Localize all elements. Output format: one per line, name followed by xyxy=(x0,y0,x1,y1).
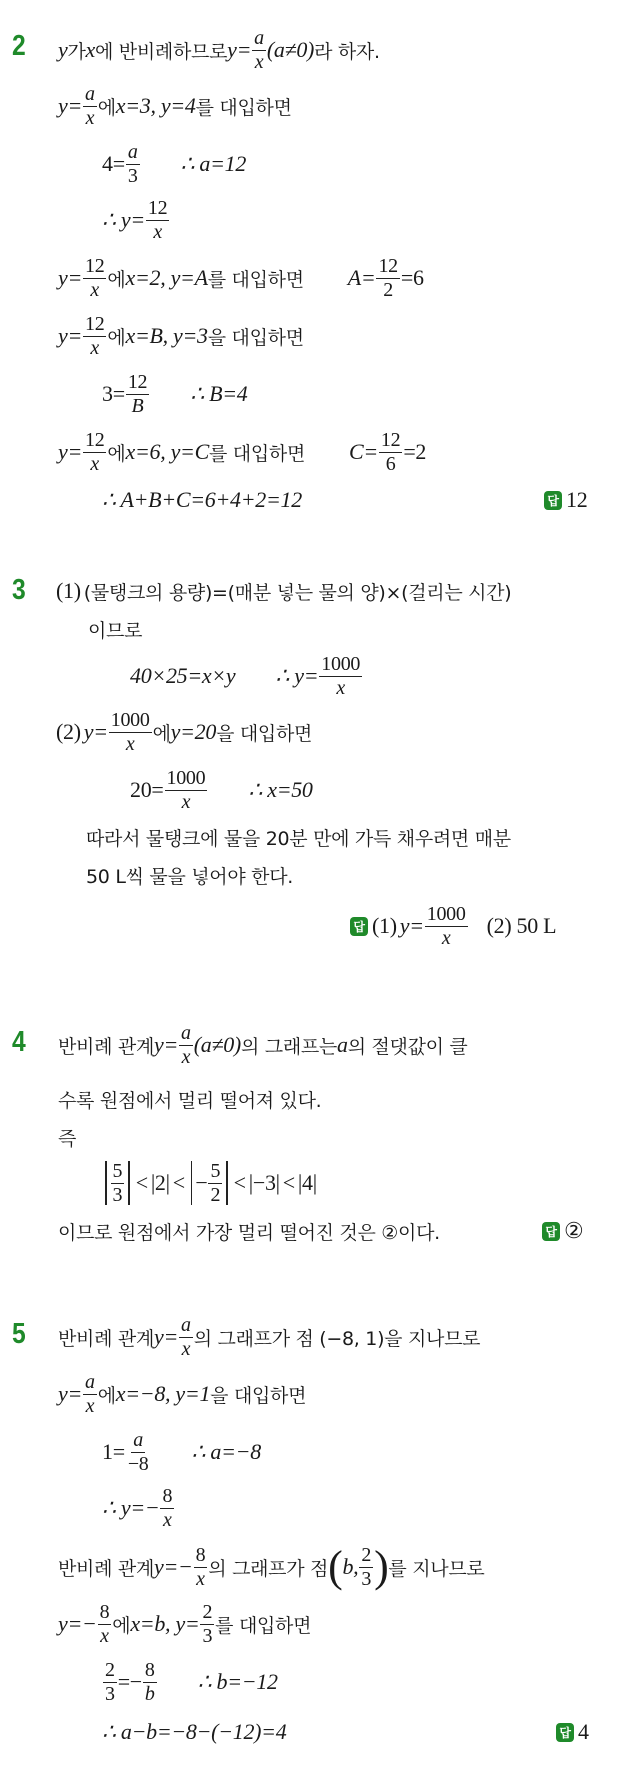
math-text: x xyxy=(85,37,95,62)
math-text: ∴ a=−8 xyxy=(191,1439,261,1464)
fraction xyxy=(179,1315,193,1360)
fraction-numerator: 1000 xyxy=(110,708,150,731)
fraction xyxy=(200,1602,214,1647)
fraction xyxy=(376,256,399,301)
fraction-denominator: x xyxy=(441,926,451,949)
fraction-numerator: 12 xyxy=(85,254,105,277)
korean-text: (물탱크의 용량)=(매분 넣는 물의 양)×(걸리는 시간) xyxy=(83,581,512,604)
math-text: y=20 xyxy=(170,719,217,744)
fraction-denominator: x xyxy=(85,1394,95,1417)
solution-line xyxy=(58,1312,480,1362)
math-text: y= xyxy=(154,1032,179,1057)
math-text: ∴ y= xyxy=(102,207,145,232)
fraction-numerator: 2 xyxy=(202,1600,213,1623)
fraction xyxy=(160,1486,174,1531)
large-parenthesis: ( xyxy=(328,1542,343,1591)
math-text: =− xyxy=(117,1669,142,1694)
solution-line xyxy=(58,1020,468,1070)
solution-line xyxy=(102,370,248,418)
math-text: y= xyxy=(227,37,252,62)
korean-text: 을 대입하면 xyxy=(207,326,304,349)
fraction-numerator: 8 xyxy=(144,1658,155,1681)
math-text: ∴ a−b=−8−(−12)=4 xyxy=(102,1719,287,1744)
korean-text: 가 xyxy=(67,40,86,63)
problem-number: 3 xyxy=(12,574,26,606)
math-text: (a≠0) xyxy=(193,1032,241,1057)
fraction-numerator: a xyxy=(254,26,264,49)
math-text: (1) xyxy=(372,913,397,938)
fraction xyxy=(165,768,208,813)
answer-value: 4 xyxy=(578,1719,589,1744)
korean-text: 의 그래프가 점 xyxy=(208,1557,329,1580)
fraction xyxy=(143,1660,157,1705)
fraction-numerator: 12 xyxy=(127,370,148,393)
math-text: y= xyxy=(154,1324,179,1349)
fraction-denominator: x xyxy=(163,1508,172,1531)
fraction xyxy=(425,904,468,949)
solution-line xyxy=(58,1370,306,1418)
answer-badge-icon: 답 xyxy=(544,491,562,510)
math-text: x=b, y= xyxy=(130,1611,200,1636)
math-text: (2) xyxy=(56,719,81,744)
fraction xyxy=(146,198,169,243)
fraction-denominator: x xyxy=(181,1337,191,1360)
fraction-numerator: 12 xyxy=(378,254,398,277)
math-text: |−3| xyxy=(248,1170,280,1195)
korean-text: 에 xyxy=(97,96,116,119)
fraction xyxy=(83,1372,97,1417)
fraction-denominator: x xyxy=(90,336,99,359)
fraction xyxy=(319,654,362,699)
fraction-denominator: x xyxy=(336,676,345,699)
answer xyxy=(542,1214,583,1248)
solution-line xyxy=(130,766,313,814)
solution-line xyxy=(102,1658,278,1706)
fraction-numerator: 8 xyxy=(195,1543,206,1566)
solution-line xyxy=(58,1120,76,1154)
math-text: |2| xyxy=(150,1170,170,1195)
math-text: ∴ x=50 xyxy=(248,777,313,802)
answer xyxy=(544,484,587,516)
fraction-denominator: x xyxy=(90,278,99,301)
korean-text: 에 xyxy=(107,326,126,349)
math-text: − xyxy=(195,1170,208,1195)
fraction-denominator: x xyxy=(125,732,135,755)
math-text: x=2, y=A xyxy=(125,265,208,290)
fraction-denominator: 6 xyxy=(385,452,396,475)
korean-text: 에 반비례하므로 xyxy=(95,40,228,63)
fraction-numerator: a xyxy=(85,1370,95,1393)
solution-line xyxy=(58,26,380,74)
solution-line xyxy=(58,82,292,130)
solution-line xyxy=(102,484,302,516)
fraction-numerator: 8 xyxy=(162,1484,173,1507)
fraction-denominator: 2 xyxy=(383,278,393,301)
fraction-denominator: 3 xyxy=(112,1183,123,1206)
math-text: 40×25=x×y xyxy=(130,663,236,688)
fraction-denominator: 3 xyxy=(202,1624,213,1647)
fraction-denominator: b xyxy=(144,1682,155,1705)
fraction-numerator: 12 xyxy=(85,312,105,335)
math-text: (1) xyxy=(56,578,81,603)
korean-text: 의 그래프가 점 (−8, 1)을 지나므로 xyxy=(193,1327,481,1350)
math-text: 20= xyxy=(130,777,164,802)
korean-text: 이므로 xyxy=(88,619,143,642)
math-text: 3= xyxy=(102,381,125,406)
problem-number: 4 xyxy=(12,1026,26,1058)
fraction-numerator: 8 xyxy=(99,1600,110,1623)
fraction xyxy=(111,1161,125,1206)
korean-text: 을 대입하면 xyxy=(210,1384,307,1407)
fraction-denominator: x xyxy=(181,790,191,813)
answer-badge-icon: 답 xyxy=(350,917,368,936)
solution-line xyxy=(56,708,312,756)
solution-line xyxy=(58,1214,440,1248)
fraction-numerator: 5 xyxy=(210,1159,221,1182)
fraction xyxy=(359,1545,373,1590)
math-text: x=6, y=C xyxy=(125,439,209,464)
fraction-numerator: 12 xyxy=(85,428,105,451)
fraction xyxy=(379,430,402,475)
korean-text: 즉 xyxy=(58,1127,77,1150)
math-text: A= xyxy=(347,265,376,290)
korean-text: 에 xyxy=(112,1614,131,1637)
fraction-denominator: x xyxy=(85,106,95,129)
solution-line xyxy=(58,428,426,476)
math-text: b, xyxy=(342,1554,359,1579)
fraction xyxy=(83,84,97,129)
fraction-numerator: 12 xyxy=(380,428,401,451)
problem-number: 2 xyxy=(12,30,26,62)
korean-text: 반비례 관계 xyxy=(58,1327,155,1350)
solution-line xyxy=(102,140,246,188)
absolute-value-bar xyxy=(105,1161,107,1205)
fraction-denominator: x xyxy=(181,1045,191,1068)
solution-line xyxy=(86,820,511,854)
answer-value: 12 xyxy=(566,487,588,512)
fraction-numerator: 2 xyxy=(105,1658,115,1681)
fraction xyxy=(109,710,152,755)
korean-text: 반비례 관계 xyxy=(58,1035,155,1058)
math-text: y=− xyxy=(58,1611,97,1636)
math-text: x=−8, y=1 xyxy=(115,1381,211,1406)
korean-text: 를 대입하면 xyxy=(195,96,292,119)
solution-line xyxy=(88,612,142,646)
math-text: y= xyxy=(58,265,83,290)
math-text: =2 xyxy=(403,439,427,464)
answer xyxy=(350,902,556,950)
fraction-numerator: a xyxy=(85,82,95,105)
fraction xyxy=(83,256,106,301)
math-text: y= xyxy=(399,913,424,938)
fraction-denominator: x xyxy=(254,50,264,73)
fraction-denominator: 3 xyxy=(361,1567,372,1590)
fraction-numerator: 1000 xyxy=(321,652,361,675)
korean-text: 을 대입하면 xyxy=(216,722,313,745)
fraction-denominator: x xyxy=(90,452,99,475)
math-text: y xyxy=(58,37,68,62)
solution-line xyxy=(102,1484,175,1532)
math-text: 1= xyxy=(102,1439,125,1464)
fraction-denominator: x xyxy=(196,1567,205,1590)
solution-line xyxy=(58,254,424,302)
fraction xyxy=(252,28,266,73)
absolute-value-bar xyxy=(128,1161,130,1205)
fraction-numerator: a xyxy=(127,140,138,163)
fraction-denominator: 3 xyxy=(105,1682,115,1705)
korean-text: 를 지나므로 xyxy=(388,1557,485,1580)
solution-line xyxy=(102,1158,317,1208)
korean-text: 수록 원점에서 멀리 떨어져 있다. xyxy=(58,1089,322,1112)
fraction-denominator: 2 xyxy=(210,1183,221,1206)
math-text: ∴ y= xyxy=(275,663,319,688)
fraction xyxy=(194,1545,208,1590)
problem-number: 5 xyxy=(12,1318,26,1350)
math-text: y= xyxy=(58,323,83,348)
fraction-denominator: x xyxy=(100,1624,109,1647)
fraction-denominator: x xyxy=(153,220,162,243)
math-text: y= xyxy=(58,439,83,464)
solution-line xyxy=(130,652,363,700)
large-parenthesis: ) xyxy=(374,1542,389,1591)
math-text: y= xyxy=(83,719,108,744)
math-text: ∴ A+B+C=6+4+2=12 xyxy=(102,487,302,512)
answer xyxy=(556,1716,589,1748)
fraction-numerator: 5 xyxy=(112,1159,123,1182)
math-text: 4= xyxy=(102,151,125,176)
korean-text: 의 절댓값이 클 xyxy=(347,1035,468,1058)
fraction-numerator: 12 xyxy=(147,196,168,219)
fraction-denominator: B xyxy=(131,394,144,417)
fraction xyxy=(103,1660,117,1705)
math-text: ∴ b=−12 xyxy=(197,1669,278,1694)
answer-badge-icon: 답 xyxy=(556,1723,574,1742)
fraction xyxy=(83,314,106,359)
fraction xyxy=(98,1602,112,1647)
fraction-numerator: a xyxy=(133,1428,143,1451)
solution-line xyxy=(58,1600,311,1648)
korean-text: 에 xyxy=(97,1384,116,1407)
answer-badge-icon: 답 xyxy=(542,1222,560,1241)
math-text: < xyxy=(135,1170,148,1195)
korean-text: 의 그래프는 xyxy=(240,1035,337,1058)
solution-line xyxy=(102,1428,261,1476)
math-text: y=− xyxy=(154,1554,193,1579)
fraction xyxy=(126,1430,151,1475)
solution-line xyxy=(102,196,170,244)
math-text: ∴ y=− xyxy=(102,1495,160,1520)
fraction xyxy=(83,430,106,475)
fraction-denominator: 3 xyxy=(127,164,138,187)
solution-line xyxy=(102,1716,286,1748)
math-text: < xyxy=(282,1170,295,1195)
math-text: (2) 50 L xyxy=(486,913,557,938)
fraction-denominator: −8 xyxy=(127,1452,149,1475)
math-text: y= xyxy=(58,93,83,118)
korean-text: 를 대입하면 xyxy=(215,1614,312,1637)
korean-text: 에 xyxy=(152,722,171,745)
fraction-numerator: 1000 xyxy=(426,902,466,925)
fraction-numerator: a xyxy=(181,1313,191,1336)
korean-text: 50 L씩 물을 넣어야 한다. xyxy=(86,865,293,888)
korean-text: 반비례 관계 xyxy=(58,1557,155,1580)
korean-text: 를 대입하면 xyxy=(207,268,304,291)
solution-line xyxy=(58,312,304,360)
korean-text: 따라서 물탱크에 물을 20분 만에 가득 채우려면 매분 xyxy=(86,827,511,850)
math-text: |4| xyxy=(297,1170,317,1195)
fraction-numerator: a xyxy=(181,1021,191,1044)
fraction xyxy=(208,1161,222,1206)
korean-text: 를 대입하면 xyxy=(208,442,305,465)
korean-text: 라 하자. xyxy=(314,40,380,63)
math-text: a xyxy=(336,1032,348,1057)
absolute-value-bar xyxy=(191,1161,193,1205)
korean-text: 이므로 원점에서 가장 멀리 떨어진 것은 ②이다. xyxy=(58,1221,440,1244)
fraction-numerator: 1000 xyxy=(166,766,206,789)
math-text: x=B, y=3 xyxy=(125,323,208,348)
math-text: x=3, y=4 xyxy=(115,93,196,118)
math-text: =6 xyxy=(400,265,424,290)
math-text: ∴ a=12 xyxy=(180,151,247,176)
math-text: C= xyxy=(349,439,378,464)
math-text: ∴ B=4 xyxy=(190,381,248,406)
korean-text: 에 xyxy=(107,442,126,465)
math-text: < xyxy=(233,1170,246,1195)
solution-line xyxy=(58,1542,484,1592)
solution-line xyxy=(56,574,511,608)
solution-line xyxy=(58,1082,321,1116)
solution-line xyxy=(86,858,293,892)
math-text: y= xyxy=(58,1381,83,1406)
fraction-numerator: 2 xyxy=(361,1543,372,1566)
korean-text: 에 xyxy=(107,268,126,291)
math-text: < xyxy=(172,1170,185,1195)
math-text: (a≠0) xyxy=(266,37,315,62)
fraction xyxy=(179,1023,193,1068)
fraction xyxy=(126,372,149,417)
answer-value: ② xyxy=(564,1218,584,1243)
fraction xyxy=(126,142,140,187)
absolute-value-bar xyxy=(226,1161,228,1205)
